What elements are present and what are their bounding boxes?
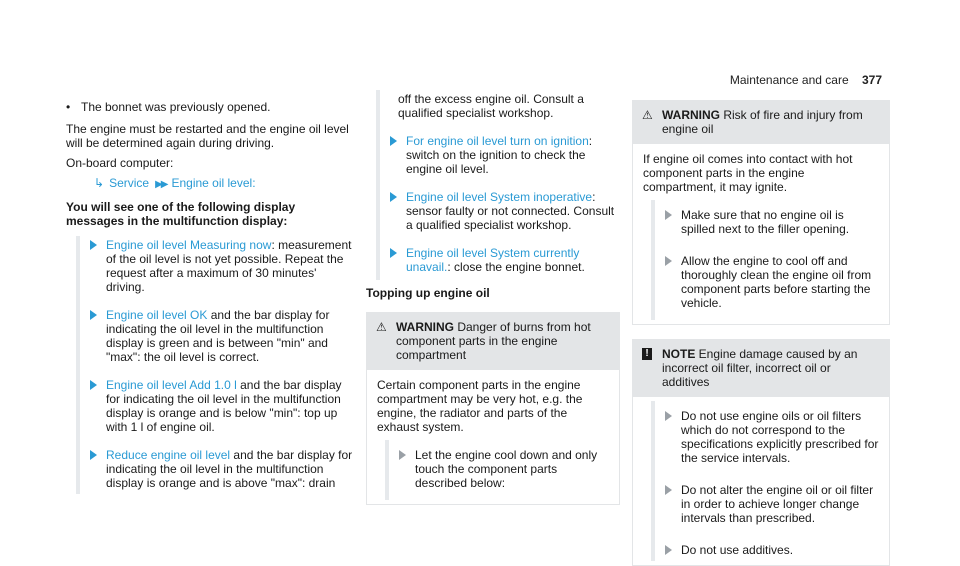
warning-fire-box: [632, 100, 890, 325]
warning-body: Certain component parts in the engine compartment may be very hot, e.g. the engine, the radiator and parts of the exhaust system. Let the engine cool down and only touch the component parts described below:: [366, 370, 620, 505]
exclamation-icon: !: [642, 348, 652, 360]
step-arrow-icon: [665, 256, 672, 266]
list-item: Do not use engine oils or oil filters which do not correspond to the specifications explicitly prescribed for the service intervals.: [651, 401, 879, 475]
display-messages-heading: You will see one of the following display messages in the multifunction display:: [66, 200, 296, 228]
warning-icon: ⚠: [376, 320, 387, 334]
return-arrow-icon: ↳: [94, 176, 105, 190]
list-item: Engine oil level System inoperative: sensor faulty or not connected. Consult a qualified specialist workshop.: [388, 188, 620, 244]
step-arrow-icon: [390, 192, 397, 202]
list-item: Allow the engine to cool off and thoroughly clean the engine oil from component parts before starting the vehicle.: [651, 246, 879, 320]
step-arrow-icon: [665, 210, 672, 220]
menu-path: [66, 176, 356, 192]
step-arrow-icon: [390, 136, 397, 146]
list-item: Engine oil level System currently unavail.: close the engine bonnet.: [388, 244, 620, 280]
step-arrow-icon: [90, 380, 97, 390]
step-arrow-icon: [390, 248, 397, 258]
page-header: [730, 73, 882, 87]
step-arrow-icon: [90, 310, 97, 320]
list-item: Do not use additives.: [651, 535, 879, 561]
note-body: [632, 397, 890, 566]
message-list-continued: [376, 90, 620, 280]
paragraph-onboard: On-board computer:: [66, 156, 174, 170]
warning-icon: ⚠: [642, 108, 653, 122]
bullet-icon: •: [66, 100, 71, 114]
column-middle: [366, 90, 620, 505]
list-item: Make sure that no engine oil is spilled next to the filler opening.: [651, 200, 879, 246]
warning-header: ⚠ WARNING Danger of burns from hot component parts in the engine compartment: [366, 312, 620, 370]
step-arrow-icon: [399, 450, 406, 460]
warning-header: ⚠ WARNING Risk of fire and injury from engine oil: [632, 100, 890, 144]
warning-body: If engine oil comes into contact with hot component parts in the engine compartment, it may ignite. Make sure that no engine oil is spilled next to the filler opening. Allow the engine to cool off and thoroughly clean the engine oil from component parts before starting the vehicle.: [632, 144, 890, 325]
prerequisite-bullet: • The bonnet was previously opened.: [66, 100, 271, 114]
menu-path-service: Service: [109, 176, 150, 190]
warning-burns-box: [366, 312, 620, 505]
note-header: ! NOTE Engine damage caused by an incorrect oil filter, incorrect oil or additives: [632, 339, 890, 397]
step-arrow-icon: [90, 450, 97, 460]
double-chevron-icon: ▶▶: [155, 179, 167, 190]
step-arrow-icon: [90, 240, 97, 250]
step-arrow-icon: [665, 485, 672, 495]
list-item: For engine oil level turn on ignition: switch on the ignition to check the engine oil level.: [388, 132, 620, 188]
list-item: Reduce engine oil level and the bar display for indicating the oil level in the multifunction display is orange and is above "max": drain: [88, 446, 356, 494]
list-item: Do not alter the engine oil or oil filter in order to achieve longer change intervals than prescribed.: [651, 475, 879, 535]
note-engine-damage-box: [632, 339, 890, 566]
message-list: [76, 236, 356, 494]
page-number: 377: [861, 73, 882, 87]
list-item: off the excess engine oil. Consult a qualified specialist workshop.: [398, 92, 584, 120]
column-left: [66, 100, 356, 494]
column-right: [632, 100, 890, 566]
step-arrow-icon: [665, 411, 672, 421]
section-title: Maintenance and care: [729, 73, 849, 87]
list-item: Engine oil level Measuring now: measurement of the oil level is not yet possible. Repeat the request after a maximum of 30 minutes' driving.: [88, 236, 356, 306]
step-arrow-icon: [665, 545, 672, 555]
list-item: Engine oil level Add 1.0 l and the bar display for indicating the oil level in the multifunction display is orange and is below "min": top up with 1 l of engine oil.: [88, 376, 356, 446]
list-item: Engine oil level OK and the bar display for indicating the oil level in the multifunction display is green and is between "min" and "max": the oil level is correct.: [88, 306, 356, 376]
menu-path-engine-oil: Engine oil level:: [171, 176, 256, 190]
list-item: Let the engine cool down and only touch the component parts described below:: [385, 440, 609, 500]
topping-up-heading: Topping up engine oil: [366, 286, 490, 300]
paragraph-restart: The engine must be restarted and the engine oil level will be determined again during driving.: [66, 122, 349, 150]
